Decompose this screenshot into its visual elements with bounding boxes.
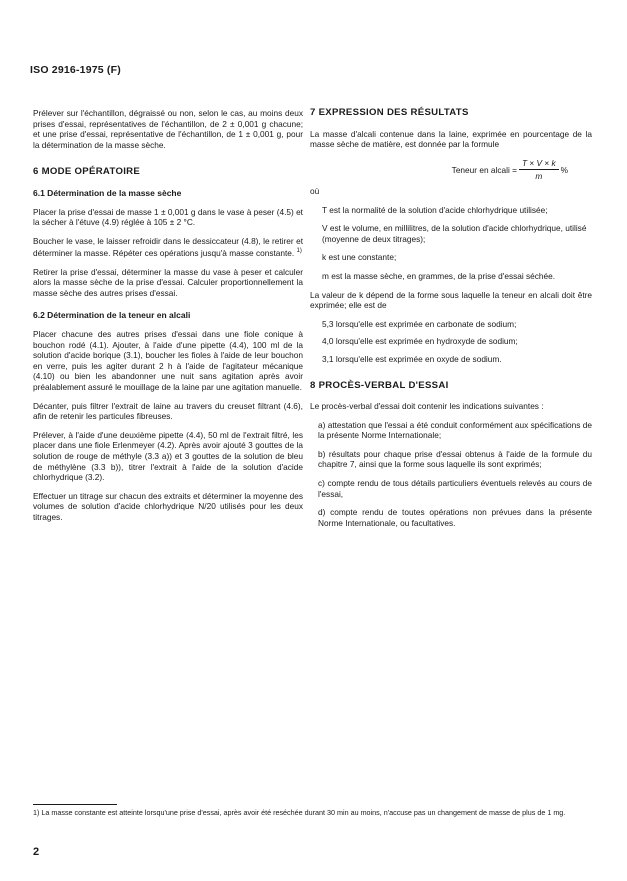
page-number: 2 (33, 846, 40, 858)
section-6-2-title: 6.2 Détermination de la teneur en alcali (33, 310, 191, 321)
definition-k: k est une constante; (322, 252, 397, 263)
formula-label: Teneur en alcali = (451, 164, 517, 175)
section-6-2-paragraph-d: Effectuer un titrage sur chacun des extraits et déterminer la moyenne des volumes de solution d'acide chlorhydrique N/20 utilisés pour les deux titrages. (33, 490, 303, 522)
definition-m: m est la masse sèche, en grammes, de la prise d'essai séchée. (322, 270, 556, 281)
section-7-title: 7 EXPRESSION DES RÉSULTATS (310, 107, 469, 118)
report-item-c: c) compte rendu de tous détails particuliers éventuels relevés au cours de l'essai, (318, 478, 592, 499)
report-items-list (310, 420, 592, 529)
definition-V: V est le volume, en millilitres, de la solution d'acide chlorhydrique, utilisé (moyenne de deux titrages); (322, 223, 587, 244)
footnote-reference: 1) (296, 248, 302, 255)
intro-paragraph: Prélever sur l'échantillon, dégraissé ou non, selon le cas, au moins deux prises d'essai, représentatives de l'échantillon, de 2 ± 0,001 g chacune; et une prise d'essai, représentative de l'échantillon, de 1 ± 0,001 g, pour la détermination de la masse sèche. (33, 108, 303, 150)
report-item-d: d) compte rendu de toutes opérations non prévues dans la présente Norme Internationale, ou facultatives. (318, 507, 592, 528)
document-header: ISO 2916-1975 (F) (30, 64, 121, 76)
formula-unit: % (560, 164, 568, 175)
right-column (310, 108, 592, 536)
section-6-title: 6 MODE OPÉRATOIRE (33, 166, 141, 178)
section-6-1-title: 6.1 Détermination de la masse sèche (33, 187, 182, 198)
k-value-oxide: 3,1 lorsqu'elle est exprimée en oxyde de sodium. (322, 353, 502, 364)
footnote-divider (33, 804, 117, 805)
section-6-1-paragraph-b (33, 236, 303, 259)
where-label: où (310, 185, 320, 196)
alkali-formula (310, 158, 592, 182)
section-6-1-paragraph-c: Retirer la prise d'essai, déterminer la masse du vase à peser et calculer alors la masse sèche de la prise d'essai. Calculer proportionnellement la masse sèche des autres prises d'essai. (33, 266, 303, 298)
formula-denominator: m (535, 171, 543, 182)
section-6-1-paragraph-b-text: Boucher le vase, le laisser refroidir dans le dessiccateur (4.8), le retirer et déterminer la masse. Répéter ces opérations jusqu'à masse constante. (33, 235, 303, 259)
formula-numerator: T × V × k (519, 158, 559, 171)
footnote: 1) La masse constante est atteinte lorsqu'une prise d'essai, après avoir été reséchée durant 30 min au moins, n'accuse pas un changement de masse de plus de 1 mg. (33, 808, 566, 817)
k-value-hydroxide: 4,0 lorsqu'elle est exprimée en hydroxyde de sodium; (322, 336, 518, 347)
section-6-2-paragraph-c: Prélever, à l'aide d'une deuxième pipette (4.4), 50 ml de l'extrait filtré, les placer dans une fiole Erlenmeyer (4.2). Après avoir ajouté 3 gouttes de la solution de rouge de méthyle (3.3 a)) et 3 gouttes de la solution de bleu de méthylène (3.3 b)), titrer l'extrait à l'aide de la solution d'acide chlorhydrique (3.2). (33, 429, 303, 483)
section-8-paragraph-a: Le procès-verbal d'essai doit contenir les indications suivantes : (310, 401, 544, 412)
section-7-paragraph-a: La masse d'alcali contenue dans la laine, exprimée en pourcentage de la masse sèche de matière, est donnée par la formule (310, 128, 592, 150)
section-6-2-paragraph-a: Placer chacune des autres prises d'essai dans une fiole conique à bouchon rodé (4.1). Ajouter, à l'aide d'une pipette (4.4), 100 ml de la solution d'acide borique (3.1), boucher les fioles à l'aide de leur bouchon en verre, puis les agiter durant 2 h à l'aide de l'agitateur mécanique (4.10) ou bien les abandonner une nuit sans agitation après avoir préalablement assuré le mouillage de la laine par une agitation manuelle. (33, 329, 303, 393)
definition-T: T est la normalité de la solution d'acide chlorhydrique utilisée; (322, 204, 548, 215)
report-item-a: a) attestation que l'essai a été conduit conformément aux spécifications de la présente Norme Internationale; (318, 419, 592, 441)
left-column (33, 108, 303, 531)
section-8-title: 8 PROCÈS-VERBAL D'ESSAI (310, 379, 449, 391)
report-item-b: b) résultats pour chaque prise d'essai obtenus à l'aide de la formule du chapitre 7, ainsi que la forme sous laquelle ils sont exprimés; (318, 448, 592, 470)
formula-fraction (519, 158, 559, 182)
section-6-1-paragraph-a: Placer la prise d'essai de masse 1 ± 0,001 g dans le vase à peser (4.5) et la sécher à l'étuve (4.9) réglée à 105 ± 2 °C. (33, 206, 303, 228)
section-6-2-paragraph-b: Décanter, puis filtrer l'extrait de laine au travers du creuset filtrant (4.6), afin de retenir les particules fibreuses. (33, 400, 303, 422)
k-value-carbonate: 5,3 lorsqu'elle est exprimée en carbonate de sodium; (322, 318, 517, 329)
section-7-paragraph-b: La valeur de k dépend de la forme sous laquelle la teneur en alcali doit être exprimée; elle est de (310, 289, 592, 311)
